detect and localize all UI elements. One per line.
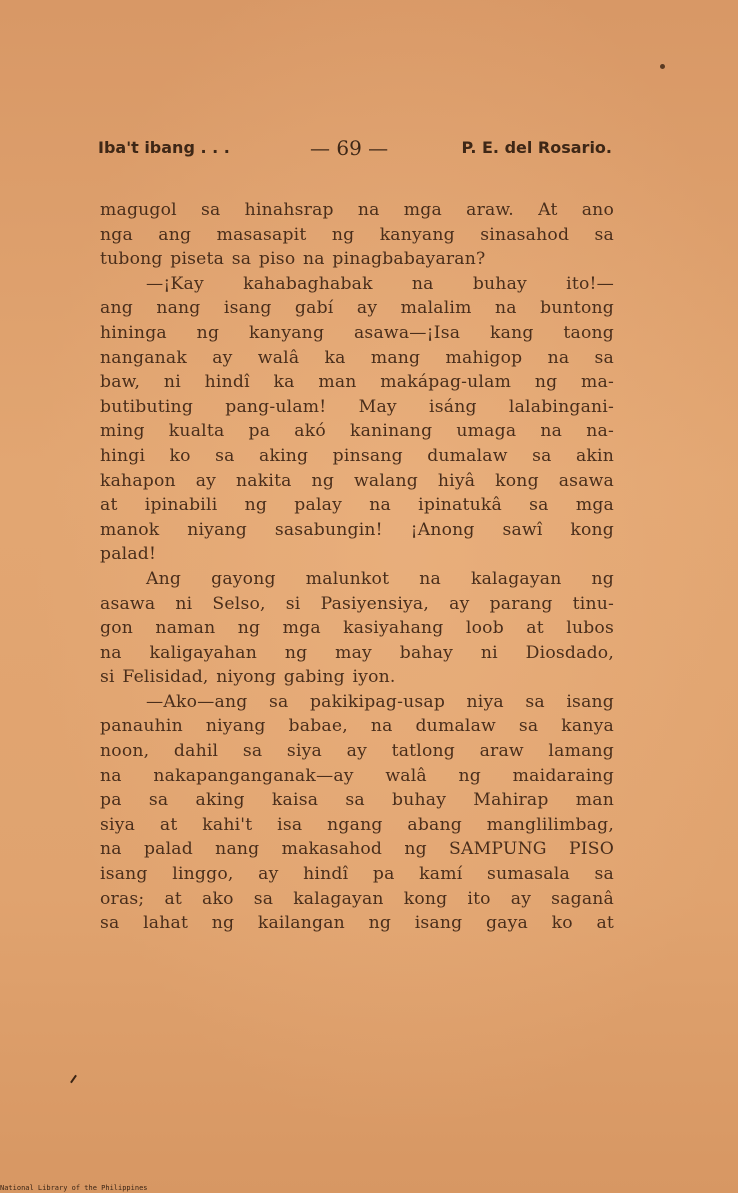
text-line: hininga ng kanyang asawa—¡Isa kang taong: [100, 322, 614, 343]
text-line: palad!: [100, 544, 157, 565]
text-line: na palad nang makasahod ng SAMPUNG PISO: [100, 839, 614, 860]
text-line: asawa ni Selso, si Pasiyensiya, ay parang tinu-: [100, 593, 614, 614]
text-line: panauhin niyang babae, na dumalaw sa kanya: [100, 716, 614, 737]
text-line: baw, ni hindî ka man makápag-ulam ng ma-: [100, 372, 614, 393]
header-author: P. E. del Rosario.: [461, 138, 612, 157]
text-line: ming kualta pa akó kaninang umaga na na-: [100, 421, 614, 442]
text-line: siya at kahi't isa ngang abang manglilimbag,: [100, 814, 614, 835]
body-text: [100, 198, 614, 936]
text-line: magugol sa hinahsrap na mga araw. At ano: [100, 200, 614, 220]
text-line: na nakapanganganak—ay walâ ng maidaraing: [100, 765, 614, 786]
text-line: oras; at ako sa kalagayan kong ito ay saganâ: [100, 888, 614, 909]
running-header: [98, 136, 612, 162]
ink-spot: [660, 64, 665, 69]
text-line: nga ang masasapit ng kanyang sinasahod sa: [100, 224, 614, 245]
text-line: isang linggo, ay hindî pa kamí sumasala sa: [100, 864, 614, 885]
pencil-mark: [70, 1075, 77, 1084]
text-line: —¡Kay kahabaghabak na buhay ito!—: [146, 273, 614, 294]
text-line: na kaligayahan ng may bahay ni Diosdado,: [100, 642, 614, 663]
text-line: noon, dahil sa siya ay tatlong araw lamang: [100, 741, 614, 762]
page-number: — 69 —: [310, 136, 389, 160]
text-line: si Felisidad, niyong gabing iyon.: [100, 667, 396, 688]
text-line: kahapon ay nakita ng walang hiyâ kong asawa: [100, 470, 614, 491]
text-line: —Ako—ang sa pakikipag-usap niya sa isang: [146, 691, 614, 712]
text-line: pa sa aking kaisa sa buhay Mahirap man: [100, 790, 614, 811]
text-line: hingi ko sa aking pinsang dumalaw sa akin: [100, 445, 614, 466]
text-line: sa lahat ng kailangan ng isang gaya ko at: [100, 913, 614, 934]
library-credit: National Library of the Philippines: [0, 1184, 148, 1192]
text-line: Ang gayong malunkot na kalagayan ng: [146, 568, 614, 589]
header-title: Iba't ibang . . .: [98, 138, 230, 157]
text-line: at ipinabili ng palay na ipinatukâ sa mga: [100, 495, 614, 516]
text-line: nanganak ay walâ ka mang mahigop na sa: [100, 347, 614, 368]
text-line: manok niyang sasabungin! ¡Anong sawî kong: [100, 519, 614, 540]
text-line: ang nang isang gabí ay malalim na buntong: [100, 298, 614, 319]
text-line: butibuting pang-ulam! May isáng lalabingani-: [100, 396, 614, 417]
text-line: tubong piseta sa piso na pinagbabayaran?: [100, 249, 486, 270]
text-line: gon naman ng mga kasiyahang loob at lubos: [100, 618, 614, 639]
